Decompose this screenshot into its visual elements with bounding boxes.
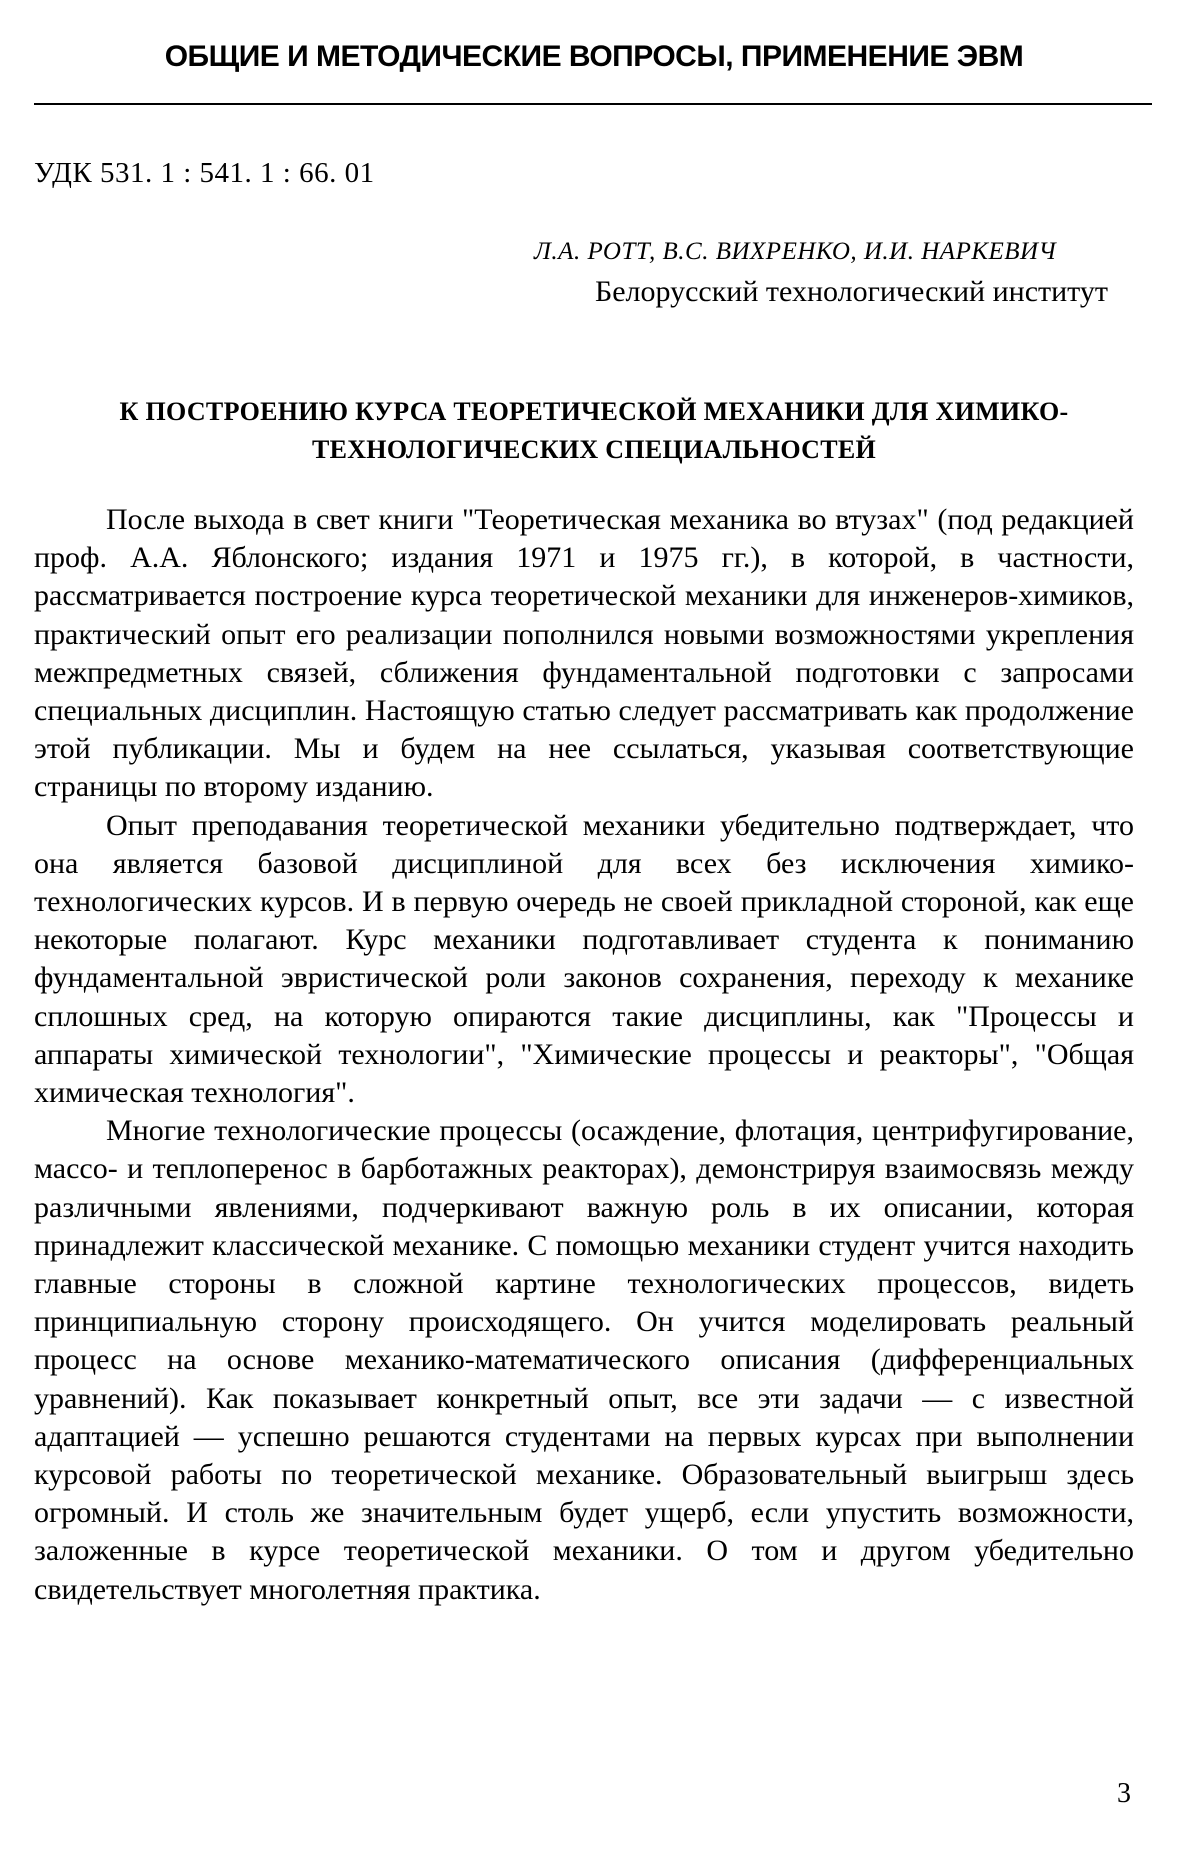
- article-title: К ПОСТРОЕНИЮ КУРСА ТЕОРЕТИЧЕСКОЙ МЕХАНИКИ ДЛЯ ХИМИКО-ТЕХНОЛОГИЧЕСКИХ СПЕЦИАЛЬНОСТЕЙ: [119, 397, 1069, 464]
- udc-code: УДК 531. 1 : 541. 1 : 66. 01: [34, 157, 375, 189]
- author-affiliation: Белорусский технологический институт: [594, 275, 1109, 308]
- body-paragraph-2: Опыт преподавания теоретической механики убедительно подтверждает, что она является базовой дисциплиной для всех без исключения химико-технологических курсов. И в первую очередь не своей прикладной стороной, как еще некоторые полагают. Курс механики подготавливает студента к пониманию фундаментальной эвристической роли законов сохранения, переходу к механике сплошных сред, на которую опираются такие дисциплины, как "Процессы и аппараты химической технологии", "Химические процессы и реакторы", "Общая химическая технология".: [34, 808, 1134, 1110]
- page-number: 3: [1117, 1778, 1131, 1809]
- header-rule: [34, 103, 1152, 105]
- body-paragraph-3: Многие технологические процессы (осаждение, флотация, центрифугирование, массо- и теплоперенос в барботажных реакторах), демонстрируя взаимосвязь между различными явлениями, подчеркивают важную роль в их описании, которая принадлежит классической механике. С помощью механики студент учится находить главные стороны в сложной картине технологических процессов, видеть принципиальную сторону происходящего. Он учится моделировать реальный процесс на основе механико-математического описания (дифференциальных уравнений). Как показывает конкретный опыт, все эти задачи — с известной адаптацией — успешно решаются студентами на первых курсах при выполнении курсовой работы по теоретической механике. Образовательный выигрыш здесь огромный. И столь же значительным будет ущерб, если упустить возможности, заложенные в курсе теоретической механики. О том и другом убедительно свидетельствует многолетняя практика.: [34, 1114, 1134, 1606]
- body-paragraph-1: После выхода в свет книги "Теоретическая механика во втузах" (под редакцией проф. А.А. Яблонского; издания 1971 и 1975 гг.), в которой, в частности, рассматривается построение курса теоретической механики для инженеров-химиков, практический опыт его реализации пополнился новыми возможностями укрепления межпредметных связей, сближения фундаментальной подготовки с запросами специальных дисциплин. Настоящую статью следует рассматривать как продолжение этой публикации. Мы и будем на нее ссылаться, указывая соответствующие страницы по второму изданию.: [34, 503, 1134, 804]
- author-names: Л.А. РОТТ, В.С. ВИХРЕНКО, И.И. НАРКЕВИЧ: [534, 238, 1057, 265]
- running-head: ОБЩИЕ И МЕТОДИЧЕСКИЕ ВОПРОСЫ, ПРИМЕНЕНИЕ ЭВМ: [164, 40, 1024, 73]
- article-body: [34, 501, 1134, 1609]
- journal-page: [34, 0, 1154, 1852]
